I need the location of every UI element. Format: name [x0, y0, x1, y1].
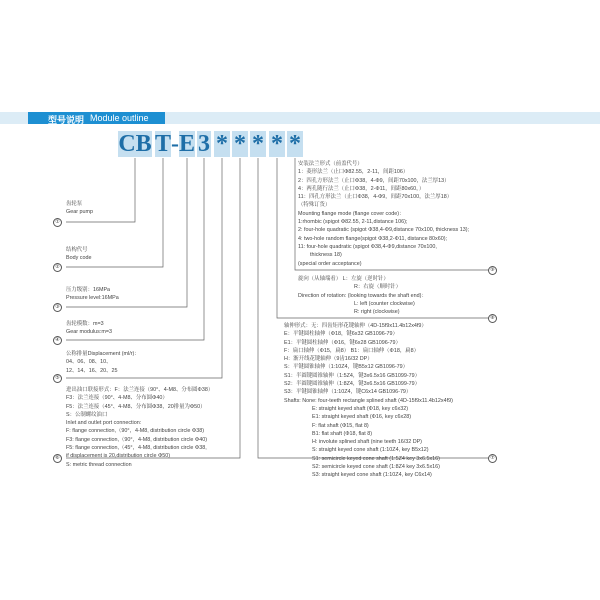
marker-1: ①: [53, 218, 62, 227]
section-7-line: E: straight keyed shaft (Φ18, key c6x32): [312, 405, 408, 412]
section-1-line: 齿轮泵: [66, 201, 83, 207]
section-5: [66, 350, 140, 375]
section-3-line: 压力级别：16MPa: [66, 287, 111, 293]
section-2-line: 结构代号: [66, 247, 88, 253]
section-9-line: 1：菱形法兰（止口Φ82.55，2-11，间距106）: [298, 169, 409, 176]
header-title: 型号说明: [48, 115, 85, 125]
section-7-line: S3：平键圆锥轴伸（1:10Z4，键C6x14 GB1096-79）: [284, 389, 412, 396]
section-6-line: F: flange connection,（90°，4-M8, distribution circle Φ38): [66, 428, 204, 435]
section-6-line: if displacement is 20,distribution circle Φ50): [66, 453, 171, 460]
section-1: [66, 200, 93, 217]
marker-7: ⑦: [488, 454, 497, 463]
section-6-line: S：公制螺纹油口: [66, 411, 108, 418]
section-7-line: F: flat shaft (Φ15, flat 8): [312, 422, 369, 429]
section-6-line: F5: flange connection,（45°，4-M8, distribution circle Φ38,: [66, 445, 207, 452]
code-3: 3: [198, 130, 210, 157]
section-7-line: H: involute splined shaft (nine teeth 16/32 DP): [312, 439, 422, 446]
marker-8: ⑧: [488, 314, 497, 323]
section-3: [66, 286, 119, 303]
code-star-3: *: [252, 130, 264, 157]
section-8-line: R: right (clockwise): [354, 309, 400, 316]
section-2-line: Body code: [66, 255, 92, 262]
marker-4: ④: [53, 336, 62, 345]
section-5-line: 12、14、16、20、25: [66, 367, 118, 374]
section-7-line: E1: straight keyed shaft (Φ16, key c6x28): [312, 414, 411, 421]
code-star-4: *: [271, 130, 283, 157]
section-9-line: 1:rhombic (spigot Φ82.55, 2-11,distance 106);: [298, 219, 408, 226]
section-8: [298, 275, 427, 316]
marker-2: ②: [53, 263, 62, 272]
code-dash: -: [171, 130, 179, 157]
section-6-line: F3: flange connection,（90°，4-M8, distribution circle Φ40): [66, 436, 207, 443]
section-9-line: 2: four-hole quadratic (spigot Φ38,4-Φ9,distance 70x100, thickness 13);: [298, 227, 470, 234]
section-6-line: S: metric thread connection: [66, 461, 132, 468]
section-4: [66, 320, 112, 337]
header-subtitle: Module outline: [90, 113, 149, 123]
section-9-line: (special order acceptance): [298, 260, 362, 267]
code-star-2: *: [234, 130, 246, 157]
section-7-line: S: straight keyed cone shaft (1:10Z4, key B5x12): [312, 447, 429, 454]
marker-5: ⑤: [53, 374, 62, 383]
section-3-line: Pressure level:16MPa: [66, 295, 119, 302]
section-7-line: H：渐开线花键轴伸（9齿16/32 DP）: [284, 356, 373, 363]
section-9-line: thickness 18): [310, 252, 342, 259]
section-7-line: S2: semicircle keyed cone shaft (1:8Z4 key 3x6.5x16): [312, 464, 440, 471]
section-9-line: 安装法兰形式（前盖代号）: [298, 161, 363, 167]
section-6-line: 进出油口联接形式：F：法兰连接（90°、4-M8、分布圆Φ38）: [66, 387, 214, 393]
section-9: [298, 160, 469, 268]
section-7-line: B1: flat shaft (Φ18, flat 8): [312, 430, 373, 437]
section-8-line: 旋向（从轴端看） L：左旋（逆时针）: [298, 276, 389, 282]
section-5-line: 04、06、08、10、: [66, 359, 112, 366]
section-8-line: L: left (counter clockwise): [354, 300, 415, 307]
section-9-line: （特殊订货）: [298, 202, 331, 209]
section-6: [66, 386, 213, 469]
section-4-line: 齿轮模数：m=3: [66, 321, 104, 327]
section-9-line: Mounting flange mode (flange cover code)：: [298, 210, 405, 217]
section-1-line: Gear pump: [66, 209, 93, 216]
section-6-line: F5：法兰连接（45°、4-M8、分布圆Φ38，20排量为Φ50）: [66, 403, 206, 410]
section-2: [66, 246, 91, 263]
section-7-line: S1: semicircle keyed cone shaft (1:5Z4 key 3x6.5x16): [312, 455, 440, 462]
section-9-line: 2：四孔方形法兰（止口Φ38，4-Φ9，间距70x100，法兰厚13）: [298, 177, 450, 184]
code-star-5: *: [289, 130, 301, 157]
section-6-line: Inlet and outlet port connection:: [66, 420, 142, 427]
section-7: [284, 322, 453, 480]
section-7-line: S2：半圆键圆锥轴伸（1:8Z4，键3x6.5x16 GB1099-79）: [284, 381, 421, 388]
section-7-line: Shafts: None: four-teeth rectangle splined shaft (4D-15f9x11.4b12x4f9): [284, 397, 453, 404]
section-7-line: S1：半圆键圆锥轴伸（1:5Z4，键3x6.5x16 GB1099-79）: [284, 372, 421, 379]
section-4-line: Gear modulus:m=3: [66, 329, 112, 336]
section-9-line: 11：四孔方形法兰（止口Φ38，4-Φ9，间距70x100，法兰厚18）: [298, 194, 453, 201]
section-7-line: S：平键圆锥轴伸（1:10Z4，键B5x12 GB1096-79）: [284, 364, 409, 371]
marker-3: ③: [53, 303, 62, 312]
section-5-line: 公称排量Displacement (ml/r)：: [66, 351, 140, 357]
section-7-line: S3: straight keyed cone shaft (1:10Z4, key C6x14): [312, 472, 432, 479]
section-6-line: F3：法兰连接（90°、4-M8、分布圆Φ40）: [66, 395, 168, 402]
section-8-line: Direction of rotation: (looking towards the shaft end)：: [298, 292, 427, 299]
section-9-line: 4: two-hole random flange(spigot Φ38,2-Φ11, distance 80x60);: [298, 235, 448, 242]
section-8-line: R：右旋（顺时针）: [354, 284, 402, 291]
code-cb: CB: [118, 130, 152, 157]
code-t: T: [155, 130, 172, 157]
section-9-line: 4：两孔随行法兰（止口Φ38，2-Φ11，间距80x60，）: [298, 185, 425, 192]
section-7-line: F：扁口轴伸（Φ15，扁8） B1：扁口轴伸（Φ18，扁8）: [284, 347, 420, 354]
code-star-1: *: [216, 130, 228, 157]
code-e: E: [179, 130, 196, 157]
section-7-line: E：平键圆柱轴伸（Φ18，键6x32 GB1096-79）: [284, 331, 398, 338]
section-7-line: 轴伸形式：无：四齿矩形花键轴伸（4D-15f9x11.4b12x4f9）: [284, 323, 427, 329]
marker-6: ⑥: [53, 454, 62, 463]
section-9-line: 11: four-hole quadratic (spigot Φ38,4-Φ9,distance 70x100,: [298, 243, 437, 250]
marker-9: ⑨: [488, 266, 497, 275]
section-7-line: E1：平键圆柱轴伸（Φ16，键6x28 GB1096-79）: [284, 339, 401, 346]
